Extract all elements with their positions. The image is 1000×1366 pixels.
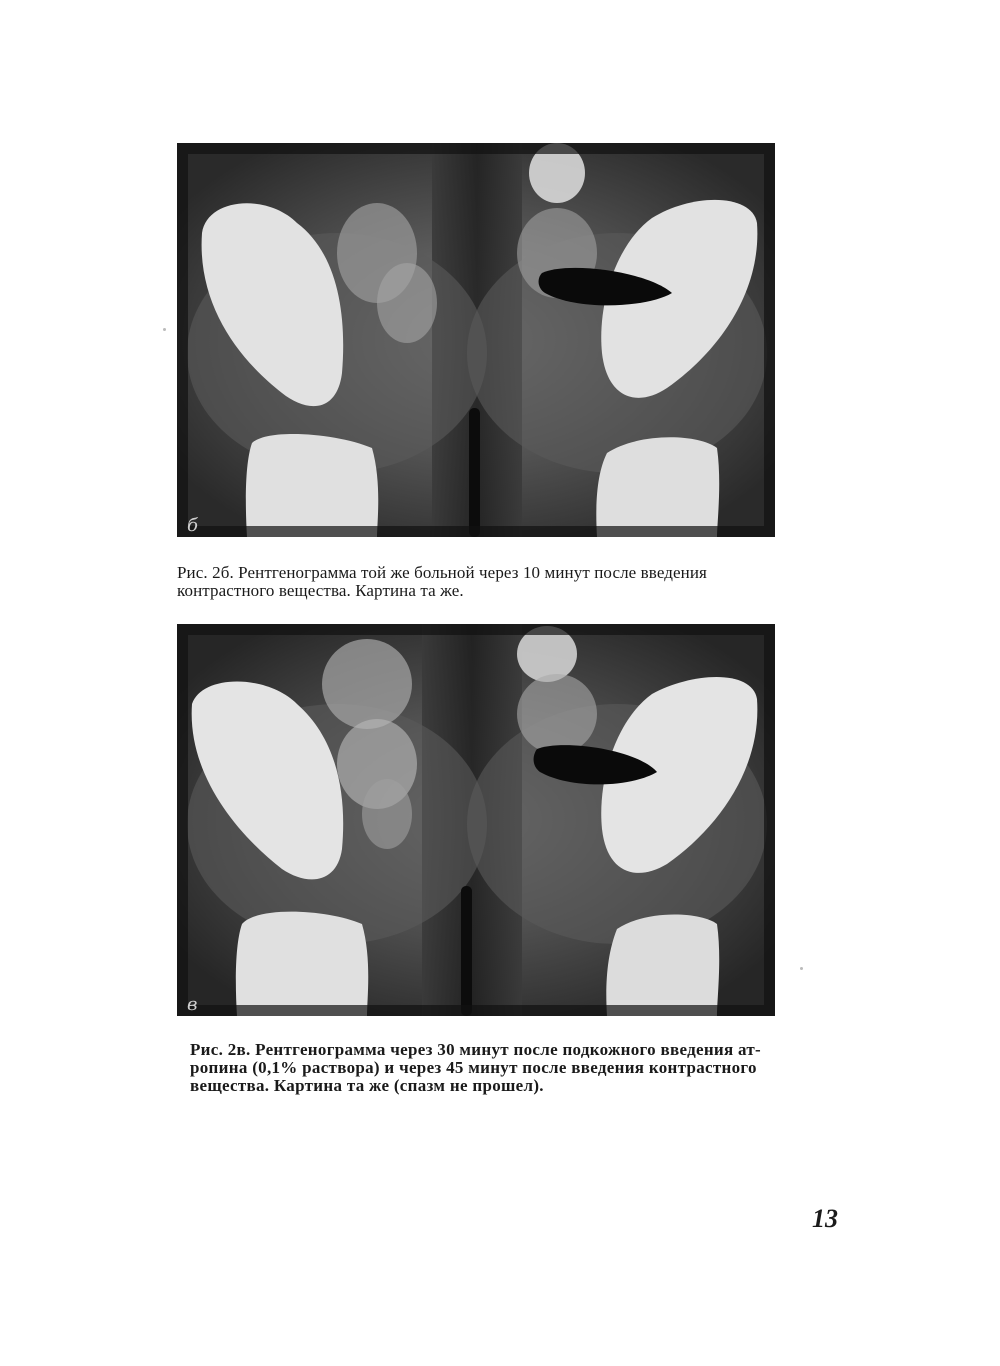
caption-line: вещества. Картина та же (спазм не прошел).: [190, 1076, 544, 1095]
caption-line: Рис. 2б. Рентгенограмма той же больной через 10 минут после введения: [177, 563, 707, 582]
figure-caption: [190, 1041, 787, 1095]
paper-speck: [800, 967, 803, 970]
figure-letter-mark: в: [187, 994, 198, 1015]
paper-speck: [163, 328, 166, 331]
caption-line: контрастного вещества. Картина та же.: [177, 581, 464, 600]
xray-image: [177, 143, 775, 537]
xray-figure-2b: [177, 143, 775, 537]
xray-image: [177, 624, 775, 1016]
page-number: 13: [812, 1204, 838, 1233]
figure-letter-mark: б: [187, 515, 198, 536]
xray-figure-2v: [177, 624, 775, 1016]
figure-caption: [177, 564, 780, 600]
caption-line: ропина (0,1% раствора) и через 45 минут после введения контрастного: [190, 1058, 757, 1077]
caption-line: Рис. 2в. Рентгенограмма через 30 минут после подкожного введения ат-: [190, 1040, 762, 1059]
